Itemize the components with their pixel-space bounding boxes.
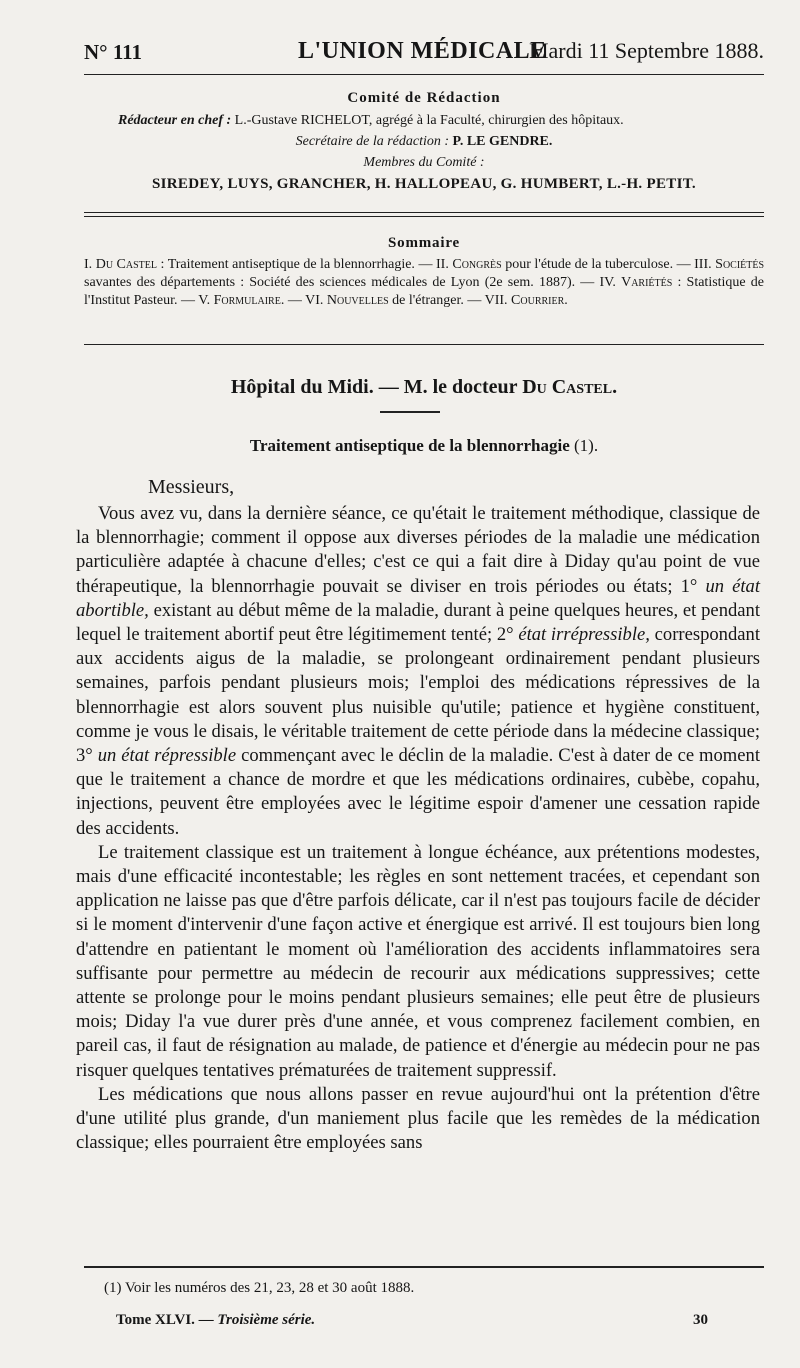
committee-rule-bottom [84,216,764,217]
secretary-line [84,131,764,152]
paragraph-text: commençant avec le déclin de la maladie. C'est à dater de ce moment que le traitement a chance de mordre et que les médications ordinaires, cubèbe, copahu, injections, peuvent être employées avec le légitime espoir d'amener une cessation rapide des accidents. [76,745,760,839]
article-title [84,436,764,456]
header-rule [84,74,764,75]
secretary-label: Secrétaire de la rédaction : [295,134,450,149]
running-head [84,38,764,68]
summary-entry-text: . [564,293,568,308]
summary-rule [84,344,764,345]
paragraph-1 [76,502,760,841]
editor-value: L.-Gustave RICHELOT, agrégé à la Faculté, chirurgien des hôpitaux. [234,113,624,128]
summary-entry-name: Congrès [452,257,502,272]
summary-entry-text: . — [280,293,302,308]
footnote: (1) Voir les numéros des 21, 23, 28 et 30 août 1888. [104,1280,415,1296]
summary-num: VII. [484,293,508,308]
summary-entry-name: Sociétés [715,257,765,272]
paragraph-2: Le traitement classique est un traitement à longue échéance, aux prétentions modestes, mais d'une efficacité incontestable; les règles en sont nettement tracées, et cependant son application ne laisse pas que d'être parfois délicate, car il n'est pas toujours facile de décider si le moment d'intervenir d'une façon active et énergique est arrivé. Il est toujours bien long d'attendre en patientant le moment où l'amélioration des accidents inflammatoires sera suffisante pour permettre au médecin de recourir aux médications suppressives; cette attente se prolonge pour le moins pendant plusieurs semaines; elle peut être de plusieurs mois; Diday l'a vue durer près d'une année, et vous comprenez facilement combien, en pareil cas, il faut de résignation au malade, de patience et d'énergie au médecin pour ne pas risquer quelques tentatives prématurées de traitement suppressif. [76,841,760,1081]
summary-num: II. [436,257,449,272]
summary-entry-name: Variétés [621,275,673,290]
series-label: Troisième série. [217,1312,316,1328]
paragraph-text: Vous avez vu, dans la dernière séance, ce qu'était le traitement méthodique, classique de la blennorrhagie; comment il oppose aux diverses périodes de la maladie une médication particulière adaptée à chacune d'elles; c'est ce qui a fait dire à Diday qu'au point de vue thérapeutique, la blennorrhagie pouvait se diviser en trois périodes ou états; 1° [76,503,760,597]
summary-entry-text: pour l'étude de la tuberculose. — [505,257,691,272]
members-label: Membres du Comité : [363,155,485,170]
hospital-heading-text: Hôpital du Midi. — M. le docteur [230,376,518,398]
summary-num: III. [694,257,712,272]
emphasis-text: état irrépressible, [518,624,650,646]
summary-text [84,256,764,310]
summary-num: IV. [599,275,616,290]
article-body [76,474,760,1155]
summary-num: I. [84,257,93,272]
paragraph-3: Les médications que nous allons passer en revue aujourd'hui ont la prétention d'être d'une utilité plus grande, d'un maniement plus facile que les remèdes de la médication classique; elles pourraient être employées sans [76,1083,760,1154]
secretary-value: P. LE GENDRE. [452,134,553,149]
footnote-ref: (1). [574,436,599,455]
paragraph-text: correspondant aux accidents aigus de la maladie, se prolongeant ordinairement pendant plusieurs semaines, parfois pendant plusieurs mois; l'emploi des médications répressives de la blennorrhagie est alors souvent plus nuisible qu'utile; patience et hygiène constituent, comme je vous le disais, le véritable traitement de cette période dans la médecine classique; 3° [76,624,760,767]
summary-block [84,232,764,310]
tome-line [116,1312,315,1329]
section-divider [380,411,440,413]
summary-entry-text: : Traitement antiseptique de la blennorrhagie. — [160,257,433,272]
summary-entry-name: Courrier [511,293,565,308]
committee-rule-top [84,212,764,213]
members-value: SIREDEY, LUYS, GRANCHER, H. HALLOPEAU, G. HUMBERT, L.-H. PETIT. [151,176,696,192]
editor-line [84,110,764,131]
summary-entry-text: savantes des départements : Société des sciences médicales de Lyon (2e sem. 1887). — [84,275,595,290]
paragraph-text: existant au début même de la maladie, durant à peine quelques heures, et pendant lequel le traitement abortif peut être légitimement tenté; 2° [76,599,760,646]
summary-entry-name: Nouvelles [326,293,389,308]
editor-label: Rédacteur en chef : [118,113,232,128]
issue-date: Mardi 11 Septembre 1888. [528,38,764,63]
issue-number: N° 111 [84,40,142,64]
summary-title: Sommaire [388,235,460,251]
emphasis-text: un état répressible [97,745,237,767]
page-number: 30 [693,1312,708,1328]
journal-title: L'UNION MÉDICALE [298,38,547,64]
heading-end: . [612,376,618,398]
summary-num: V. [198,293,211,308]
summary-num: VI. [305,293,324,308]
hospital-heading [84,376,764,399]
committee-title: Comité de Rédaction [347,90,501,106]
footnote-rule [84,1266,764,1268]
editorial-committee [84,86,764,195]
doctor-name: Du Castel [522,376,613,398]
article-title-text: Traitement antiseptique de la blennorrhagie [249,436,570,455]
salutation: Messieurs, [148,476,235,498]
emphasis-text: un état abortible, [76,575,761,621]
summary-entry-text: : Statistique de l'Institut Pasteur. — [84,275,765,308]
tome-label: Tome XLVI. — [116,1312,214,1328]
summary-entry-name: Formulaire [213,293,281,308]
summary-entry-name: Du Castel [95,257,158,272]
summary-entry-text: de l'étranger. — [392,293,482,308]
